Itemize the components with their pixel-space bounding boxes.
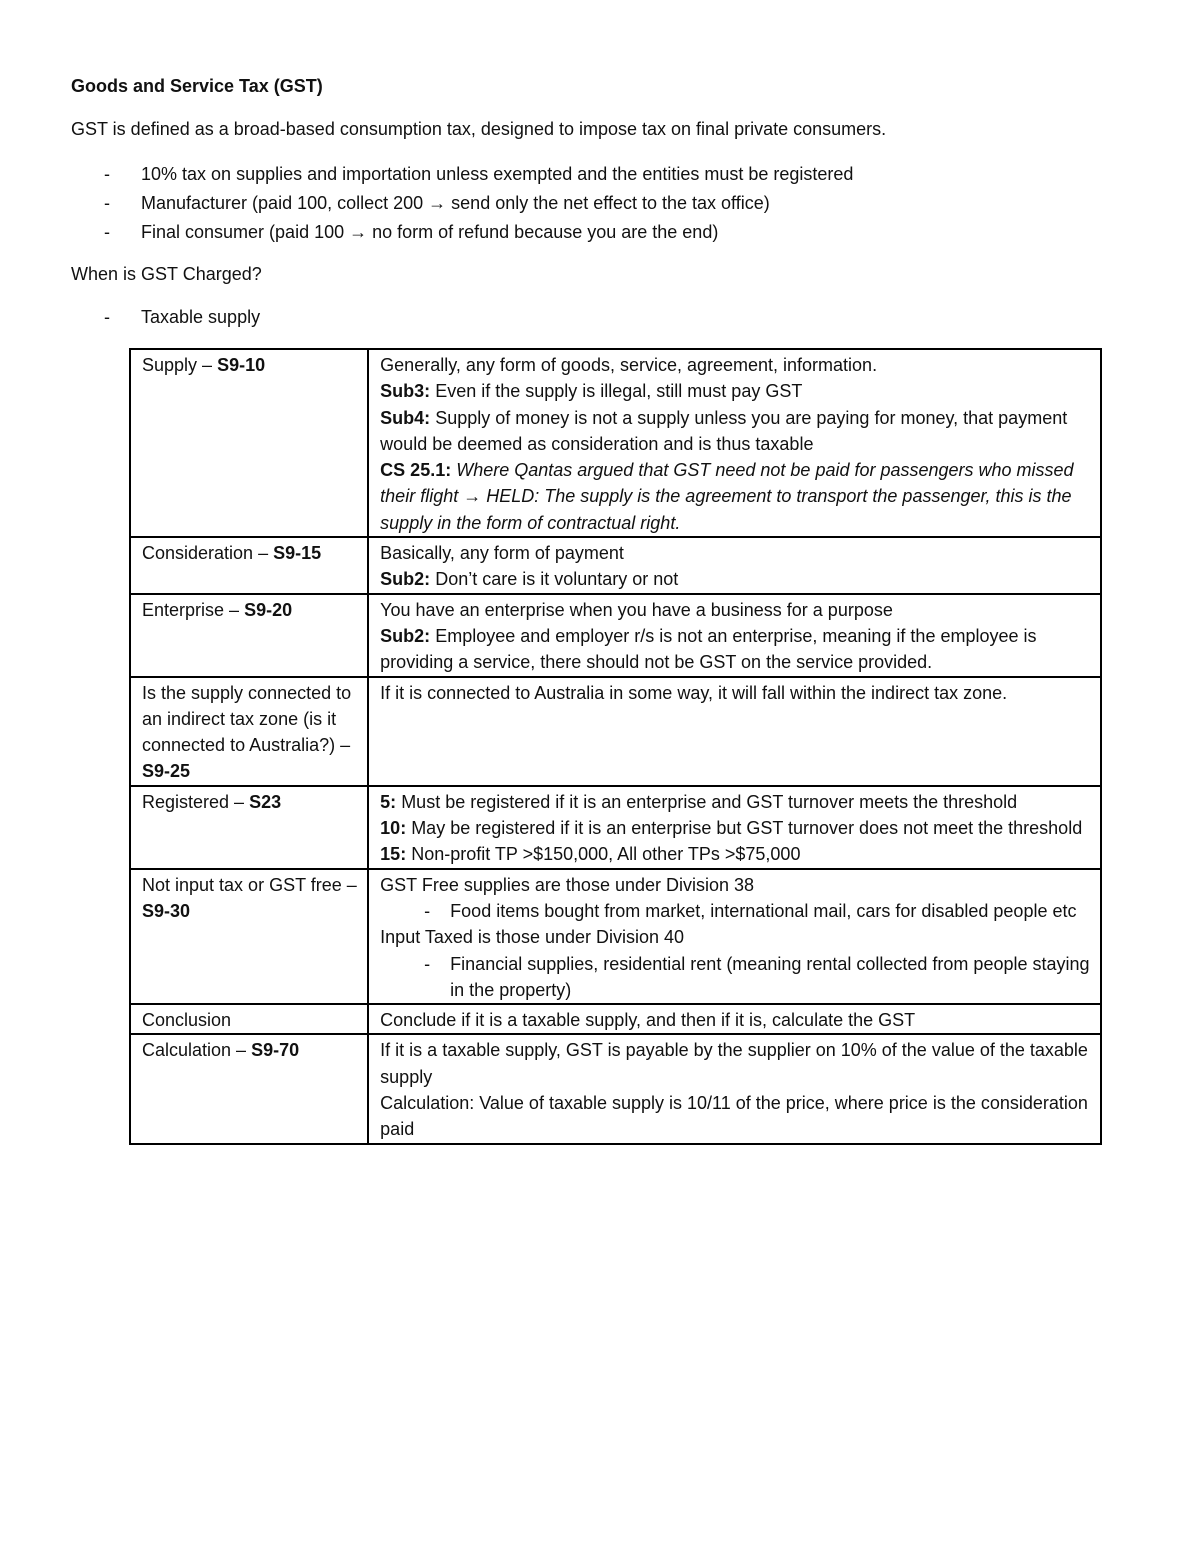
- row-value: [368, 1034, 1101, 1143]
- row-value: [368, 594, 1101, 677]
- line: GST Free supplies are those under Division 38: [380, 874, 755, 895]
- row-value: [368, 869, 1101, 1004]
- line: Generally, any form of goods, service, agreement, information.: [380, 355, 878, 375]
- line: Sub3: Even if the supply is illegal, still must pay GST: [380, 381, 803, 402]
- row-value: [368, 1004, 1101, 1034]
- row-key: Registered – S23: [130, 786, 368, 869]
- line: Conclude if it is a taxable supply, and then if it is, calculate the GST: [380, 1010, 916, 1031]
- doc-title: Goods and Service Tax (GST): [71, 76, 323, 96]
- table-row: [130, 869, 1101, 1004]
- gst-table: [129, 348, 1102, 1145]
- row-value: [368, 537, 1101, 594]
- line: You have an enterprise when you have a business for a purpose: [380, 599, 893, 620]
- list-item: - Financial supplies, residential rent (meaning rental collected from people staying in the property): [424, 953, 1090, 1000]
- line: Basically, any form of payment: [380, 543, 624, 564]
- list-item: - Food items bought from market, international mail, cars for disabled people etc: [424, 900, 1077, 921]
- line: 5: Must be registered if it is an enterprise and GST turnover meets the threshold: [380, 791, 1018, 812]
- row-key: Calculation – S9-70: [130, 1034, 368, 1143]
- table-row: [130, 1034, 1101, 1143]
- line: If it is a taxable supply, GST is payable by the supplier on 10% of the value of the taxable supply: [380, 1040, 1088, 1087]
- line: CS 25.1: Where Qantas argued that GST need not be paid for passengers who missed their flight → HELD: The supply is the agreement to transport the passenger, this is the supply in the form of contractual right.: [380, 460, 1074, 533]
- sub-bullet: - Taxable supply: [104, 307, 261, 327]
- row-value: [368, 786, 1101, 869]
- table-row: [130, 1004, 1101, 1034]
- table-row: [130, 349, 1101, 537]
- row-key: Supply – S9-10: [130, 349, 368, 537]
- line: 15: Non-profit TP >$150,000, All other TPs >$75,000: [380, 844, 801, 865]
- inner-list: [380, 951, 1092, 1004]
- row-key: Enterprise – S9-20: [130, 594, 368, 677]
- inner-list: [380, 898, 1092, 924]
- row-key: Not input tax or GST free – S9-30: [130, 869, 368, 1004]
- doc-intro: GST is defined as a broad-based consumption tax, designed to impose tax on final private consumers.: [71, 119, 887, 139]
- bullet-item: - Manufacturer (paid 100, collect 200 → send only the net effect to the tax office): [104, 193, 770, 213]
- line: Input Taxed is those under Division 40: [380, 927, 685, 948]
- line: 10: May be registered if it is an enterprise but GST turnover does not meet the threshold: [380, 818, 1083, 839]
- bullet-item: - Final consumer (paid 100 → no form of refund because you are the end): [104, 222, 719, 242]
- row-key: Is the supply connected to an indirect tax zone (is it connected to Australia?) – S9-25: [130, 677, 368, 786]
- table-row: [130, 677, 1101, 786]
- line: If it is connected to Australia in some way, it will fall within the indirect tax zone.: [380, 682, 1008, 703]
- line: Calculation: Value of taxable supply is 10/11 of the price, where price is the consideration paid: [380, 1093, 1088, 1140]
- row-value: [368, 677, 1101, 786]
- line: Sub2: Don’t care is it voluntary or not: [380, 569, 679, 590]
- table-row: [130, 537, 1101, 594]
- table-row: [130, 786, 1101, 869]
- line: Sub4: Supply of money is not a supply unless you are paying for money, that payment would be deemed as consideration and is thus taxable: [380, 407, 1068, 454]
- row-key: Consideration – S9-15: [130, 537, 368, 594]
- section-question: When is GST Charged?: [71, 264, 262, 284]
- row-key: Conclusion: [130, 1004, 368, 1034]
- intro-bullets: [104, 161, 853, 248]
- line: Sub2: Employee and employer r/s is not an enterprise, meaning if the employee is providing a service, there should not be GST on the service provided.: [380, 625, 1037, 673]
- row-value: [368, 349, 1101, 537]
- bullet-item: - 10% tax on supplies and importation unless exempted and the entities must be registered: [104, 164, 854, 184]
- table-row: [130, 594, 1101, 677]
